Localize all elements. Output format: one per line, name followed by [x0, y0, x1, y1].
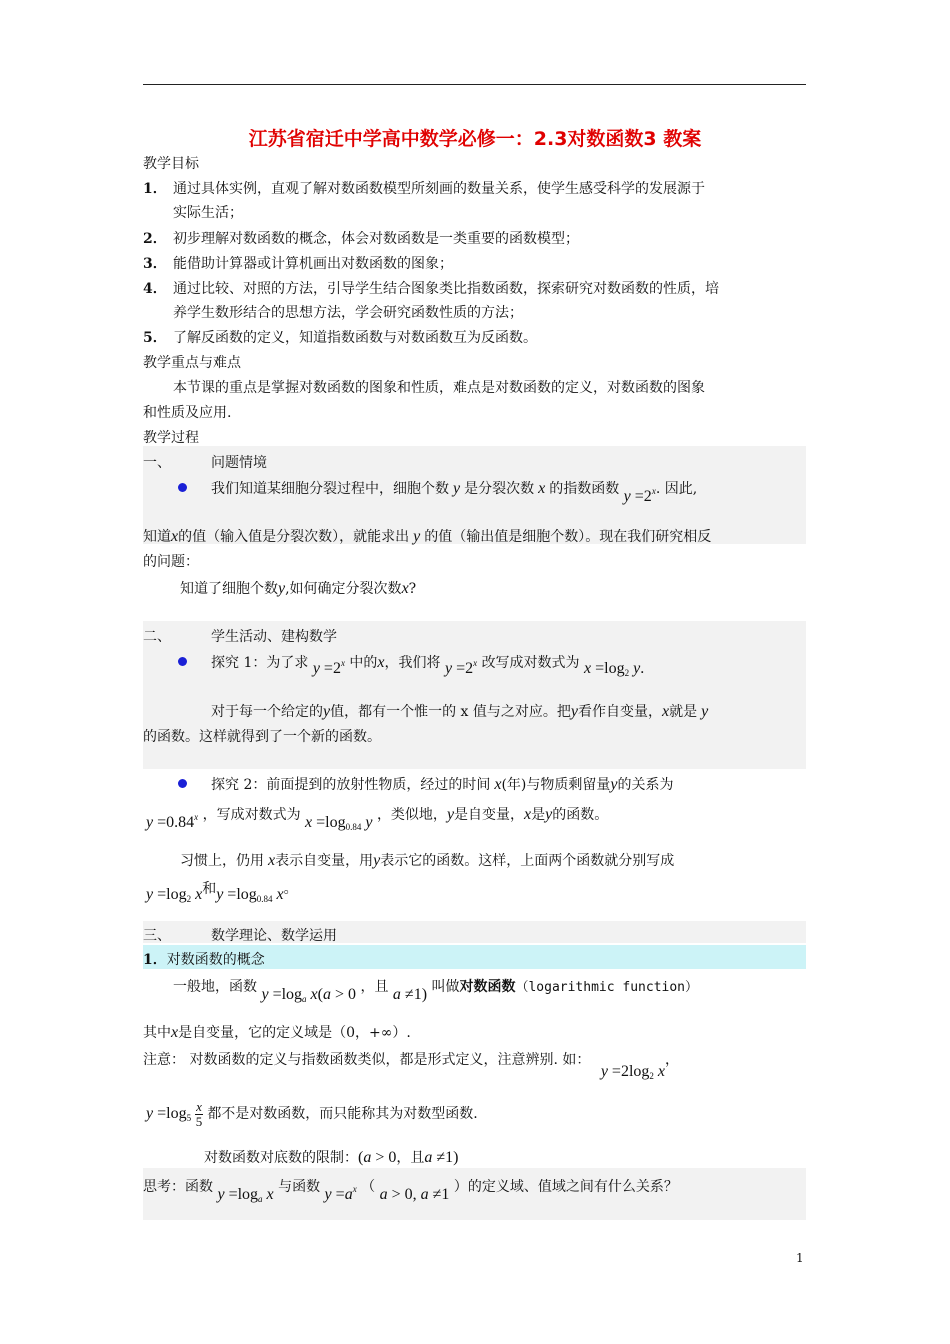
- key-heading: 教学重点与难点: [143, 355, 241, 371]
- section-num: 三、: [143, 928, 171, 944]
- page-number: 1: [796, 1251, 804, 1265]
- habit-line2: $y =\log_2$ x和$y =\log_{0.84}$ x。: [146, 881, 298, 904]
- explore1-line2: 对于每一个给定的y值，都有一个惟一的 x 值与之对应。把y看作自变量，x就是 y: [211, 703, 709, 720]
- explore1-line1: 探究 1：为了求 $y =2^x$ 中的x，我们将 $y =2^x$ 改写成对数式为 $x =\log_2$ y.: [211, 654, 645, 678]
- goals-heading: 教学目标: [143, 156, 199, 172]
- goal-num: 2．: [143, 231, 167, 247]
- key-text: 和性质及应用.: [143, 405, 232, 421]
- domain-line: 其中x是自变量，它的定义域是（0，+∞）.: [143, 1024, 411, 1041]
- sec1-line1: 我们知道某细胞分裂过程中，细胞个数 y 是分裂次数 x 的指数函数 $y =2^x$. 因此,: [211, 480, 698, 505]
- process-heading: 教学过程: [143, 430, 199, 446]
- section-title: 问题情境: [211, 455, 267, 471]
- base-limit: 对数函数对底数的限制：(a > 0，且a ≠1): [204, 1149, 459, 1166]
- goal-text: 养学生数形结合的思想方法，学会研究函数性质的方法；: [173, 305, 523, 321]
- goal-num: 1．: [143, 181, 167, 197]
- goal-num: 3．: [143, 256, 167, 272]
- section-title: 数学理论、数学运用: [211, 928, 337, 944]
- bullet-icon: [178, 779, 187, 788]
- goal-text: 通过比较、对照的方法，引导学生结合图象类比指数函数，探索研究对数函数的性质，培: [173, 281, 719, 297]
- section-num: 一、: [143, 455, 171, 471]
- goal-text: 初步理解对数函数的概念，体会对数函数是一类重要的函数模型；: [173, 231, 579, 247]
- explore2-line1: 探究 2：前面提到的放射性物质，经过的时间 x(年)与物质剩留量y的关系为: [211, 776, 674, 793]
- explore1-line3: 的函数。这样就得到了一个新的函数。: [143, 729, 381, 745]
- goal-text: 实际生活；: [173, 205, 243, 221]
- think-line: 思考：函数 $y =\log_a$ x 与函数 $y =a^x$ （ a > 0, a ≠1 ）的定义域、值域之间有什么关系？: [143, 1179, 678, 1204]
- note-line2: $y =\log_5$ $\frac{x}{5}$ 都不是对数函数，而只能称其为对数型函数.: [146, 1099, 478, 1129]
- definition-line: 一般地，函数 $y =\log_a$ x(a > 0 ，且 a ≠1) 叫做对数函数（logarithmic function）: [173, 979, 699, 1004]
- goal-text: 能借助计算器或计算机画出对数函数的图象；: [173, 256, 453, 272]
- goal-num: 4．: [143, 281, 167, 297]
- note-line: 注意： 对数函数的定义与指数函数类似，都是形式定义，注意辨别. 如： $y =2\log_2$ x，: [143, 1052, 679, 1081]
- bullet-icon: [178, 657, 187, 666]
- goal-text: 了解反函数的定义，知道指数函数与对数函数互为反函数。: [173, 330, 537, 346]
- sec1-question: 知道了细胞个数y,如何确定分裂次数x?: [180, 580, 417, 597]
- goal-text: 通过具体实例，直观了解对数函数模型所刻画的数量关系，使学生感受科学的发展源于: [173, 181, 705, 197]
- sec1-line3: 的问题：: [143, 554, 199, 570]
- sec1-line2: 知道x的值（输入值是分裂次数），就能求出 y 的值（输出值是细胞个数）。现在我们研究相反: [143, 528, 712, 545]
- explore2-line2: $y =0.84^x$ ，写成对数式为 $x =\log_{0.84}$ y ，类似地，y是自变量，x是y的函数。: [146, 806, 609, 832]
- section-title: 学生活动、建构数学: [211, 629, 337, 645]
- concept-heading: 1．对数函数的概念: [143, 952, 265, 968]
- section-num: 二、: [143, 629, 171, 645]
- habit-line1: 习惯上，仍用 x表示自变量，用y表示它的函数。这样，上面两个函数就分别写成: [180, 852, 675, 869]
- bullet-icon: [178, 483, 187, 492]
- top-rule: [143, 84, 806, 85]
- goal-num: 5．: [143, 330, 167, 346]
- key-text: 本节课的重点是掌握对数函数的图象和性质，难点是对数函数的定义，对数函数的图象: [173, 380, 705, 396]
- page-title: 江苏省宿迁中学高中数学必修一：2.3对数函数3 教案: [248, 128, 702, 150]
